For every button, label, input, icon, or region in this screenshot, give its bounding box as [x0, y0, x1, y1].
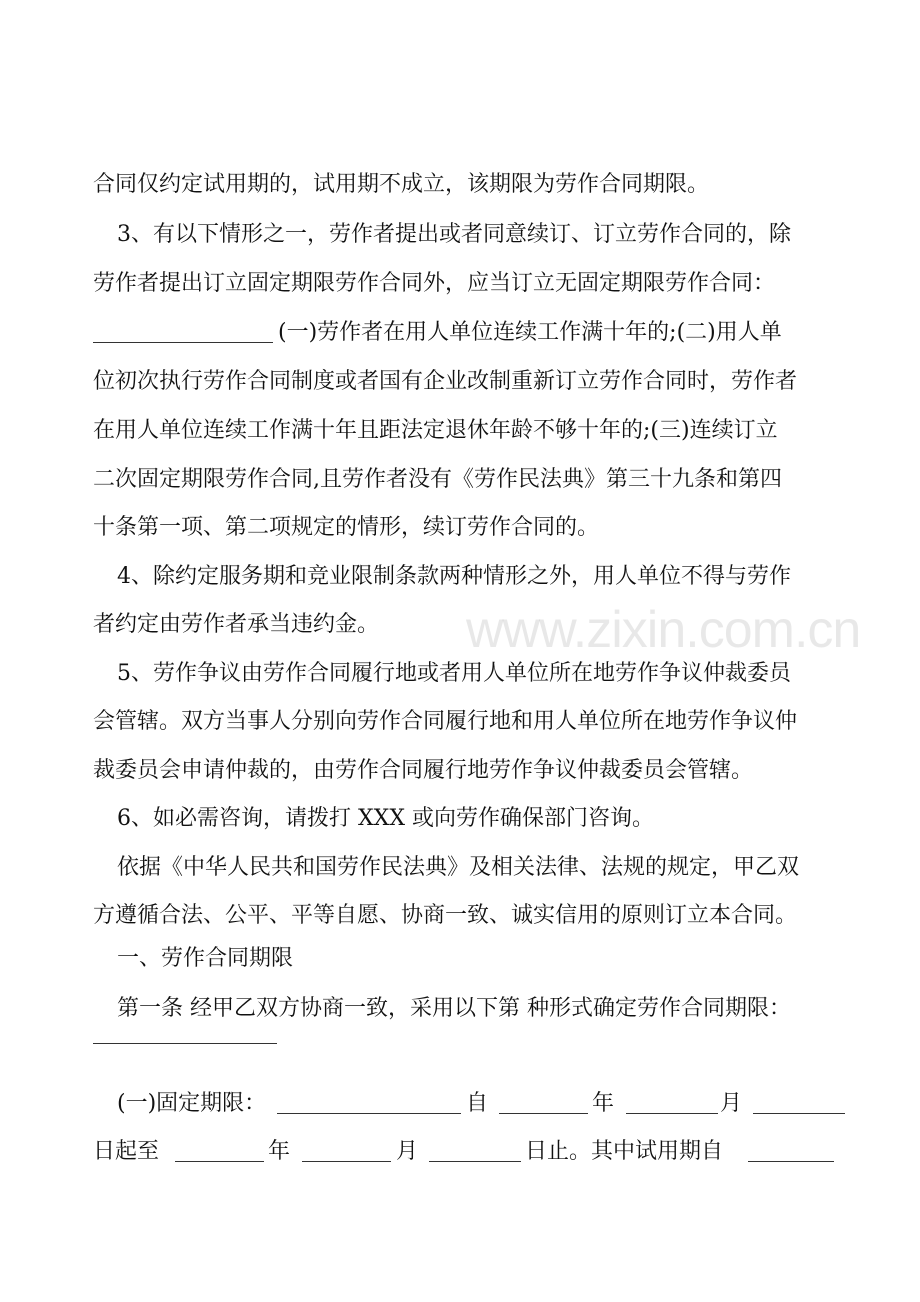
paragraph-line	[0, 848, 920, 888]
line-text: 方遵循合法、公平、平等自愿、协商一致、诚实信用的原则订立本合同。	[93, 903, 798, 928]
line-text: 第一条 经甲乙双方协商一致，采用以下第 种形式确定劳作合同期限：	[117, 996, 791, 1021]
line-text: 会管辖。双方当事人分别向劳作合同履行地和用人单位所在地劳作争议仲	[93, 709, 798, 734]
month-blank[interactable]	[626, 1113, 718, 1114]
fixed-term-line	[0, 1084, 920, 1124]
fill-in-blank[interactable]	[93, 1043, 277, 1044]
paragraph-line	[0, 605, 920, 645]
day-blank[interactable]	[429, 1161, 521, 1162]
line-text: 位初次执行劳作合同制度或者国有企业改制重新订立劳作合同时，劳作者	[93, 369, 798, 394]
paragraph-line	[0, 799, 920, 839]
line-text: 劳作者提出订立固定期限劳作合同外，应当订立无固定期限劳作合同：	[93, 271, 776, 296]
year-label: 年	[268, 1139, 291, 1164]
line-text: 二次固定期限劳作合同,且劳作者没有《劳作民法典》第三十九条和第四	[93, 467, 782, 492]
paragraph-line	[0, 702, 920, 742]
month-blank[interactable]	[302, 1161, 391, 1162]
line-text: 合同仅约定试用期的，试用期不成立，该期限为劳作合同期限。	[93, 172, 710, 197]
until-label: 日止。其中试用期自	[525, 1139, 724, 1164]
line-text: 十条第一项、第二项规定的情形，续订劳作合同的。	[93, 515, 600, 540]
paragraph-line	[0, 557, 920, 597]
paragraph-line	[0, 411, 920, 451]
day-blank[interactable]	[753, 1113, 845, 1114]
fixed-term-label: (一)固定期限：	[117, 1091, 267, 1116]
fill-in-blank[interactable]	[93, 342, 273, 343]
paragraph-line	[0, 362, 920, 402]
line-text: 在用人单位连续工作满十年且距法定退休年龄不够十年的;(三)连续订立	[93, 418, 778, 443]
year-blank[interactable]	[175, 1161, 264, 1162]
paragraph-line	[0, 215, 920, 255]
paragraph-line	[0, 460, 920, 500]
day-from-label: 日起至	[93, 1139, 160, 1164]
year-blank[interactable]	[499, 1113, 588, 1114]
from-label: 自	[466, 1091, 489, 1116]
paragraph-line	[0, 264, 920, 304]
probation-start-blank[interactable]	[748, 1161, 834, 1162]
heading-text: 一、劳作合同期限	[117, 946, 294, 971]
line-text: 裁委员会申请仲裁的，由劳作合同履行地劳作争议仲裁委员会管辖。	[93, 758, 754, 783]
section-heading	[0, 939, 920, 979]
watermark: www.zixin.com.cn	[466, 601, 861, 659]
paragraph-line	[0, 896, 920, 936]
line-text: 5、劳作争议由劳作合同履行地或者用人单位所在地劳作争议仲裁委员	[117, 661, 791, 686]
line-text: 4、除约定服务期和竞业限制条款两种情形之外，用人单位不得与劳作	[117, 564, 791, 589]
year-label: 年	[592, 1091, 615, 1116]
line-text: 3、有以下情形之一，劳作者提出或者同意续订、订立劳作合同的，除	[117, 222, 791, 247]
fixed-term-line-2	[0, 1132, 920, 1172]
paragraph-line	[0, 313, 920, 353]
paragraph-line	[0, 654, 920, 694]
line-text: 者约定由劳作者承当违约金。	[93, 612, 380, 637]
paragraph-line	[0, 1014, 920, 1054]
month-label: 月	[396, 1139, 419, 1164]
month-label: 月	[720, 1091, 743, 1116]
paragraph-line	[0, 508, 920, 548]
paragraph-line	[0, 165, 920, 205]
fill-in-blank[interactable]	[277, 1113, 461, 1114]
line-text: 依据《中华人民共和国劳作民法典》及相关法律、法规的规定，甲乙双	[117, 855, 800, 880]
paragraph-line	[0, 751, 920, 791]
line-text: 6、如必需咨询，请拨打 XXX 或向劳作确保部门咨询。	[117, 806, 654, 831]
line-text: (一)劳作者在用人单位连续工作满十年的;(二)用人单	[278, 320, 782, 345]
